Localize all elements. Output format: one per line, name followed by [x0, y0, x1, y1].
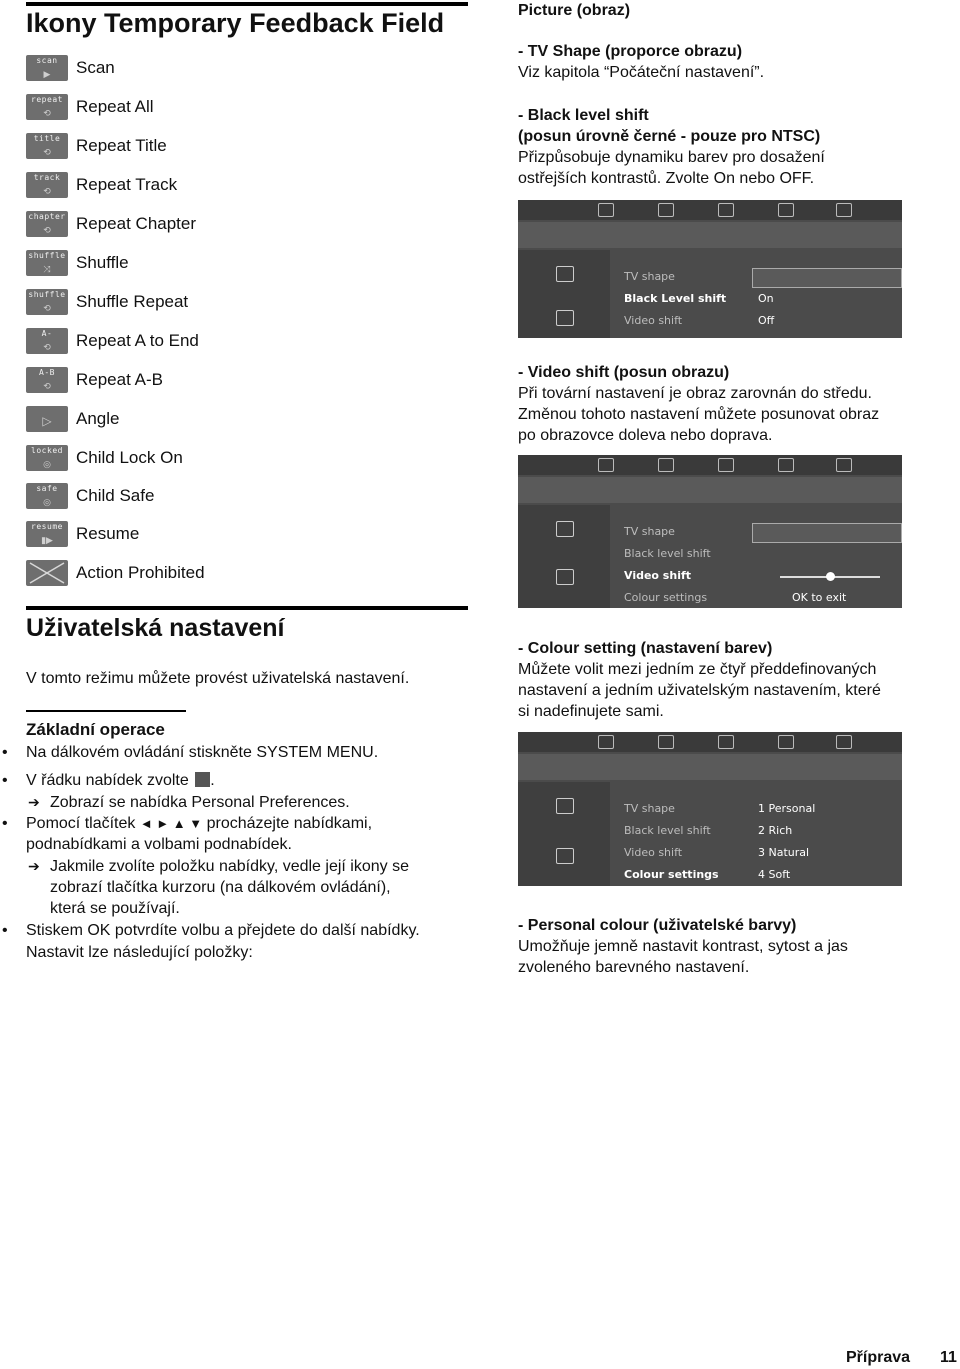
- repeat-track-icon: track ⟲: [26, 172, 68, 198]
- angle-icon: ▷: [26, 406, 68, 432]
- shift-slider-handle: [826, 572, 835, 581]
- black-level-text-2: ostřejších kontrastů. Zvolte On nebo OFF.: [518, 170, 815, 187]
- icon-row-child-safe: [26, 481, 154, 511]
- speaker-icon: [836, 735, 852, 749]
- menu-screenshot-colour-settings: [518, 732, 902, 886]
- icon-label: Repeat Title: [76, 136, 167, 155]
- option-box: [752, 268, 902, 288]
- icon-row-repeat-a-end: [26, 326, 199, 356]
- menu-panel: [616, 509, 902, 608]
- user-section-rule: [26, 606, 468, 610]
- icon-label: Repeat Track: [76, 175, 178, 194]
- basic-ops-heading: Základní operace: [26, 720, 165, 739]
- icon-row-action-prohibited: [26, 558, 205, 588]
- icon-label: Shuffle Repeat: [76, 292, 189, 311]
- icon-row-scan: [26, 53, 115, 83]
- tv-shape-text: Viz kapitola “Počáteční nastavení”.: [518, 64, 765, 81]
- settings-lead: Nastavit lze následující položky:: [26, 944, 253, 961]
- personal-colour-text-1: Umožňuje jemně nastavit kontrast, sytost a jas: [518, 938, 848, 955]
- speaker-icon: [836, 203, 852, 217]
- black-level-heading-2: (posun úrovně černé - pouze pro NTSC): [518, 128, 821, 145]
- speaker-icon: [836, 458, 852, 472]
- icons-section-title: Ikony Temporary Feedback Field: [26, 8, 445, 38]
- arrow-note-1: ➔ Zobrazí se nabídka Personal Preferences.: [50, 792, 350, 813]
- disc-icon: [778, 735, 794, 749]
- menu-item-selected: Video shift: [624, 569, 692, 582]
- arrow-note-2-l3: která se používají.: [50, 900, 180, 917]
- sound-icon: [556, 569, 574, 585]
- menu-screenshot-video-shift: [518, 455, 902, 608]
- video-shift-text-1: Při tovární nastavení je obraz zarovnán do středu.: [518, 385, 872, 402]
- colour-setting-text-2: nastavení a jedním uživatelským nastavením, které: [518, 682, 881, 699]
- black-level-heading-1: - Black level shift: [518, 107, 649, 124]
- scan-icon: scan ▶: [26, 55, 68, 81]
- repeat-title-icon: title ⟲: [26, 133, 68, 159]
- arrow-note-2-l1: ➔ Jakmile zvolíte položku nabídky, vedle její ikony se: [50, 856, 409, 877]
- icon-label: Action Prohibited: [76, 563, 205, 582]
- menu-item: Colour settings: [624, 591, 708, 604]
- shuffle-repeat-icon: shuffle ⟲: [26, 289, 68, 315]
- option-box: [752, 523, 902, 543]
- icon-label: Repeat Chapter: [76, 214, 197, 233]
- picture-heading: Picture (obraz): [518, 2, 631, 19]
- colour-setting-heading: - Colour setting (nastavení barev): [518, 640, 773, 657]
- picture-icon: [556, 521, 574, 537]
- menu-top-bar: [518, 455, 902, 475]
- personal-prefs-icon: [195, 772, 210, 787]
- icon-row-child-lock: [26, 443, 183, 473]
- menu-side-panel: [518, 250, 610, 338]
- menu-status-row: [518, 754, 902, 780]
- personal-colour-heading: - Personal colour (uživatelské barvy): [518, 917, 797, 934]
- menu-side-panel: [518, 505, 610, 608]
- icon-label: Child Safe: [76, 486, 155, 505]
- colour-option-rich: 2 Rich: [758, 824, 793, 837]
- audio-icon: [718, 203, 734, 217]
- icon-label: Resume: [76, 524, 140, 543]
- user-intro: V tomto režimu můžete provést uživatelská nastavení.: [26, 670, 410, 687]
- icon-label: Repeat A to End: [76, 331, 199, 350]
- menu-status-row: [518, 477, 902, 503]
- bullet-1: • Na dálkovém ovládání stiskněte SYSTEM MENU.: [26, 742, 378, 763]
- bullet-3-line2: podnabídkami a volbami podnabídek.: [26, 836, 292, 853]
- personal-prefs-icon: [598, 458, 614, 472]
- menu-item: Video shift: [624, 314, 683, 327]
- menu-item: Black level shift: [624, 547, 711, 560]
- menu-item: TV shape: [624, 270, 675, 283]
- icon-row-angle: [26, 404, 119, 434]
- user-section-title: Uživatelská nastavení: [26, 614, 285, 642]
- menu-panel: [616, 786, 902, 886]
- prohibited-icon: [26, 560, 68, 586]
- footer-section-name: Příprava: [846, 1349, 911, 1366]
- repeat-a-b-icon: A-B ⟲: [26, 367, 68, 393]
- arrow-note-2-l2: zobrazí tlačítka kurzoru (na dálkovém ovládání),: [50, 879, 391, 896]
- repeat-a-to-end-icon: A- ⟲: [26, 328, 68, 354]
- icon-row-shuffle-repeat: [26, 287, 188, 317]
- colour-setting-text-3: si nadefinujete sami.: [518, 703, 664, 720]
- disc-icon: [778, 203, 794, 217]
- black-level-text-1: Přizpůsobuje dynamiku barev pro dosažení: [518, 149, 825, 166]
- menu-side-panel: [518, 782, 610, 886]
- personal-prefs-icon: [598, 735, 614, 749]
- video-shift-text-2: Změnou tohoto nastavení můžete posunovat obraz: [518, 406, 880, 423]
- icon-row-repeat-a-b: [26, 365, 163, 395]
- resume-icon: resume ▮▶: [26, 521, 68, 547]
- child-safe-icon: safe ◎: [26, 483, 68, 509]
- menu-screenshot-black-level: [518, 200, 902, 338]
- icon-row-repeat-title: [26, 131, 167, 161]
- sub-head-rule: [26, 710, 186, 712]
- menu-item-selected: Black Level shift: [624, 292, 727, 305]
- personal-colour-text-2: zvoleného barevného nastavení.: [518, 959, 750, 976]
- colour-option-natural: 3 Natural: [758, 846, 810, 859]
- icon-row-shuffle: [26, 248, 129, 278]
- menu-item: Video shift: [624, 846, 683, 859]
- icon-row-resume: [26, 519, 139, 549]
- colour-option-soft: 4 Soft: [758, 868, 791, 881]
- audio-icon: [718, 735, 734, 749]
- personal-prefs-icon: [598, 203, 614, 217]
- top-left-rule: [26, 2, 468, 6]
- icon-row-repeat-all: [26, 92, 154, 122]
- option-on: On: [758, 292, 774, 305]
- repeat-chapter-icon: chapter ⟲: [26, 211, 68, 237]
- repeat-all-icon: repeat ⟲: [26, 94, 68, 120]
- shuffle-icon: shuffle ⤨: [26, 250, 68, 276]
- icon-row-repeat-track: [26, 170, 177, 200]
- icon-label: Child Lock On: [76, 448, 183, 467]
- icon-label: Repeat A-B: [76, 370, 163, 389]
- disc-icon: [778, 458, 794, 472]
- bullet-3: • Pomocí tlačítek ◄ ► ▲ ▼ procházejte nabídkami,: [26, 813, 372, 834]
- menu-item-selected: Colour settings: [624, 868, 719, 881]
- page-number: 11: [940, 1349, 957, 1366]
- sound-icon: [556, 310, 574, 326]
- picture-icon: [556, 798, 574, 814]
- colour-setting-text-1: Můžete volit mezi jedním ze čtyř předdefinovaných: [518, 661, 877, 678]
- menu-top-bar: [518, 732, 902, 752]
- menu-item: TV shape: [624, 525, 675, 538]
- audio-icon: [718, 458, 734, 472]
- video-shift-text-3: po obrazovce doleva nebo doprava.: [518, 427, 773, 444]
- menu-status-row: [518, 222, 902, 248]
- menu-item: Black level shift: [624, 824, 711, 837]
- screen-icon: [658, 458, 674, 472]
- picture-icon: [556, 266, 574, 282]
- option-off: Off: [758, 314, 775, 327]
- menu-panel: [616, 254, 902, 338]
- icon-label: Shuffle: [76, 253, 129, 272]
- child-lock-icon: locked ◎: [26, 445, 68, 471]
- icon-label: Repeat All: [76, 97, 154, 116]
- bullet-2: • V řádku nabídek zvolte .: [26, 770, 215, 791]
- menu-top-bar: [518, 200, 902, 220]
- bullet-4: • Stiskem OK potvrdíte volbu a přejdete do další nabídky.: [26, 920, 420, 941]
- colour-option-personal: 1 Personal: [758, 802, 816, 815]
- video-shift-heading: - Video shift (posun obrazu): [518, 364, 730, 381]
- menu-item: TV shape: [624, 802, 675, 815]
- icon-label: Scan: [76, 58, 115, 77]
- cursor-arrows-icon: ◄ ► ▲ ▼: [139, 816, 203, 831]
- ok-to-exit-label: OK to exit: [792, 591, 847, 604]
- icon-label: Angle: [76, 409, 120, 428]
- sound-icon: [556, 848, 574, 864]
- icon-row-repeat-chapter: [26, 209, 196, 239]
- screen-icon: [658, 203, 674, 217]
- screen-icon: [658, 735, 674, 749]
- tv-shape-heading: - TV Shape (proporce obrazu): [518, 43, 743, 60]
